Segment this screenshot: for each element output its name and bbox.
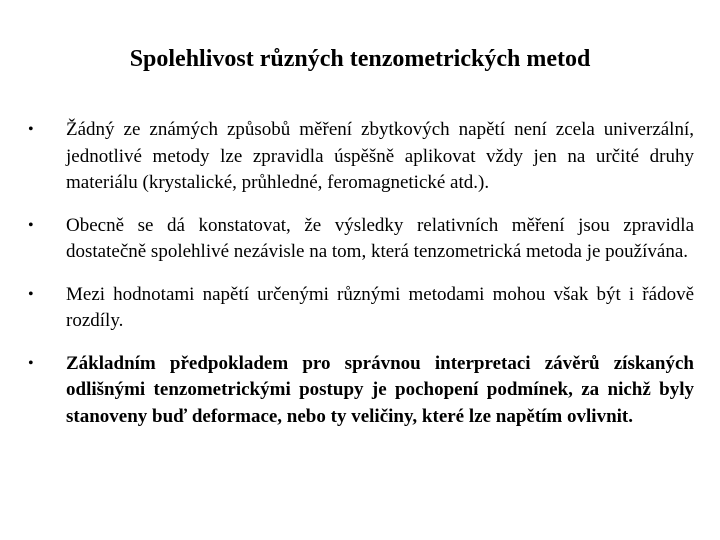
- bullet-text: Základním předpokladem pro správnou interpretaci závěrů získaných odlišnými tenzometrickými postupy je pochopení podmínek, za nichž byly stanoveny buď deformace, nebo ty veličiny, které lze napětím ovlivnit.: [66, 352, 694, 427]
- bullet-text: Žádný ze známých způsobů měření zbytkových napětí není zcela univerzální, jednotlivé metody lze zpravidla úspěšně aplikovat vždy jen na určité druhy materiálu (krystalické, průhledné, feromagnetické atd.).: [66, 119, 694, 193]
- bullet-glyph: •: [28, 354, 34, 372]
- bullet-item-4: [28, 351, 694, 431]
- bullet-item-3: [28, 282, 694, 335]
- bullet-glyph: •: [28, 216, 34, 234]
- bullet-glyph: •: [28, 121, 34, 138]
- bullet-text: Mezi hodnotami napětí určenými různými metodami mohou však být i řádově rozdíly.: [66, 283, 694, 331]
- bullet-list: [28, 117, 694, 446]
- bullet-text: Obecně se dá konstatovat, že výsledky relativních měření jsou zpravidla dostatečně spolehlivé nezávisle na tom, která tenzometrická metoda je používána.: [66, 214, 694, 262]
- bullet-item-2: [28, 213, 694, 266]
- bullet-item-1: [28, 117, 694, 197]
- slide-title: Spolehlivost různých tenzometrických metod: [129, 46, 591, 72]
- bullet-glyph: •: [28, 285, 34, 303]
